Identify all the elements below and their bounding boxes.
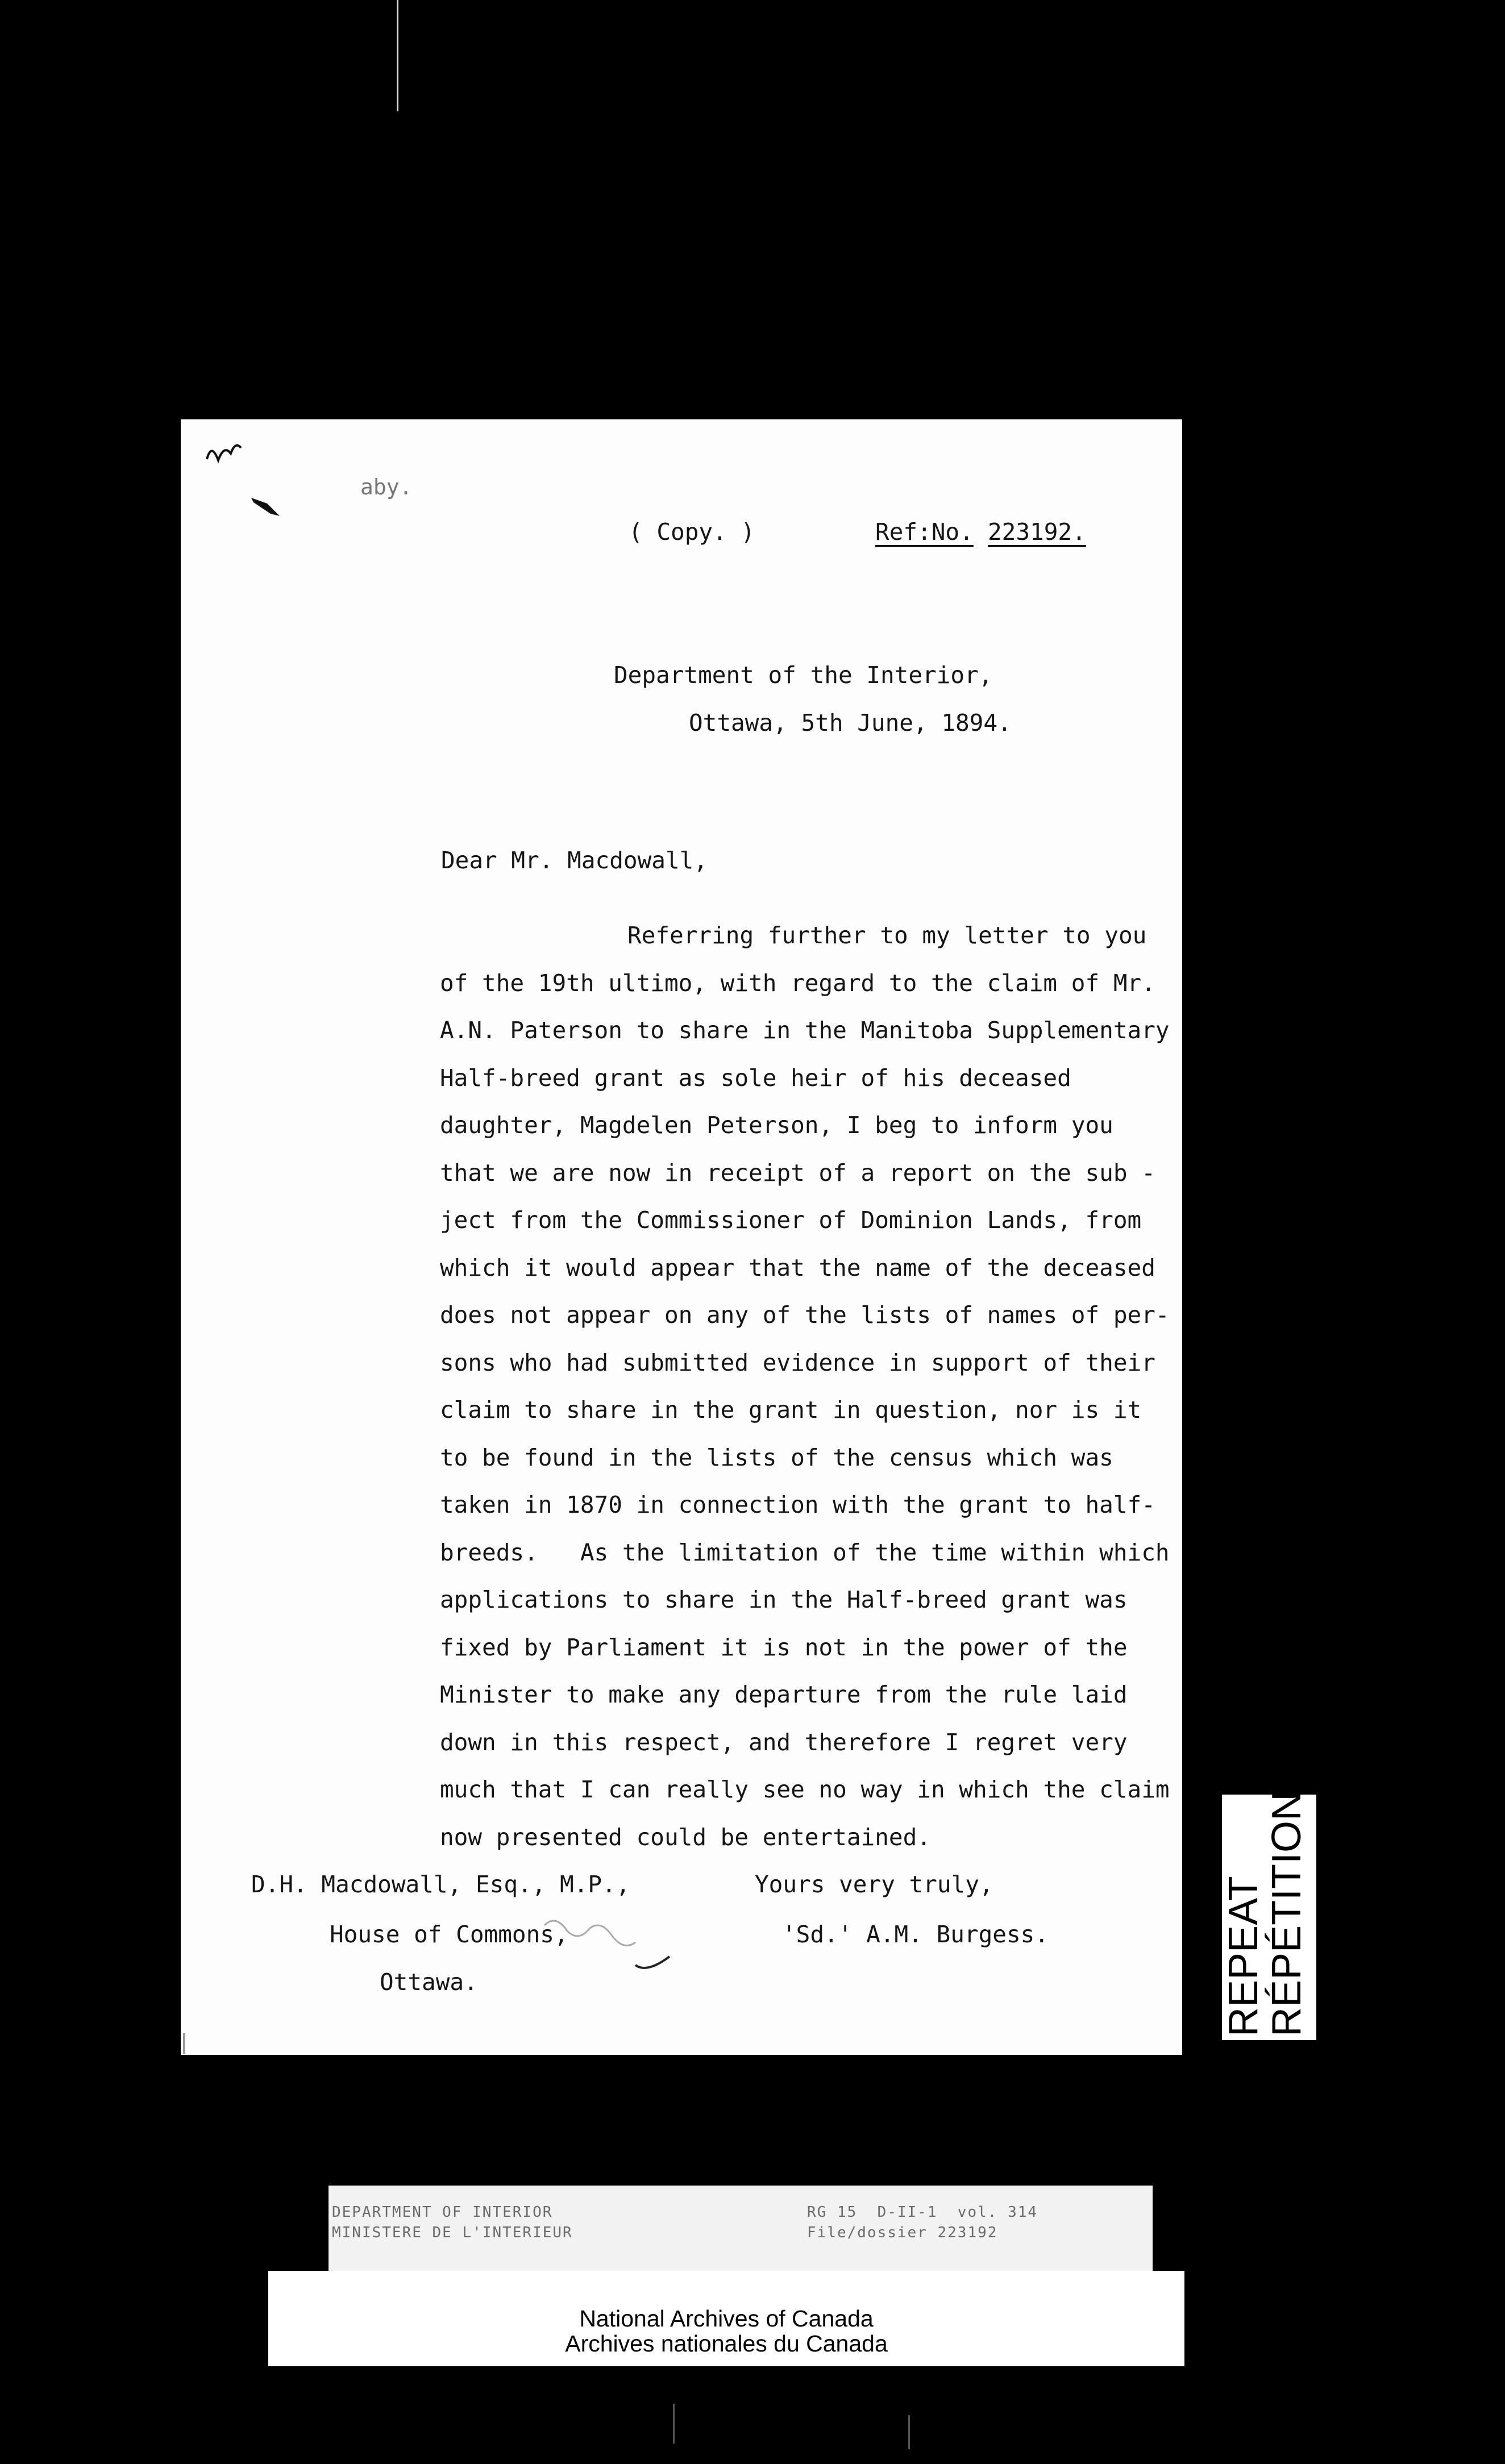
film-scratch-line [673,2404,675,2444]
repeat-stamp-french: RÉPÉTITION [1264,1791,1309,2037]
department-line: Department of the Interior, [614,661,993,689]
recipient-city: Ottawa. [380,1968,478,1996]
page-edge-mark [183,2033,185,2054]
repeat-stamp-english: REPEAT [1221,1876,1266,2037]
body-line: Minister to make any departure from the rule laid [440,1681,1128,1708]
body-line: breeds. As the limitation of the time within which [440,1539,1170,1566]
body-line: of the 19th ultimo, with regard to the claim of Mr. [440,969,1155,997]
letter-page [181,419,1182,2055]
archive-label-english: National Archives of Canada [579,2305,874,2332]
film-id-strip [329,2186,1153,2271]
pen-mark [248,492,288,521]
body-line: to be found in the lists of the census which was [440,1444,1113,1471]
ref-label: Ref:No. [875,518,974,546]
recipient-name: D.H. Macdowall, Esq., M.P., [251,1871,630,1898]
body-line: much that I can really see no way in which the claim [440,1776,1170,1803]
archive-label [268,2271,1184,2366]
body-line: daughter, Magdelen Peterson, I beg to inform you [440,1112,1113,1139]
body-line: applications to share in the Half-breed grant was [440,1586,1128,1613]
body-line: claim to share in the grant in question, nor is it [440,1396,1142,1424]
body-line: Half-breed grant as sole heir of his deceased [440,1064,1071,1092]
film-scratch-line [908,2415,910,2449]
body-line: that we are now in receipt of a report on the sub - [440,1159,1155,1187]
body-line: fixed by Parliament it is not in the power of the [440,1634,1128,1661]
ref-number: 223192. [988,518,1086,546]
repeat-stamp [1221,1791,1316,2040]
body-line: A.N. Paterson to share in the Manitoba Supplementary [440,1017,1170,1044]
film-strip-ref: RG 15 D-II-1 vol. 314 [807,2204,1038,2221]
film-strip-file: File/dossier 223192 [807,2224,998,2241]
body-line: now presented could be entertained. [440,1824,931,1851]
valediction: Yours very truly, [755,1871,993,1898]
body-line: taken in 1870 in connection with the grant to half- [440,1491,1155,1518]
archive-label-french: Archives nationales du Canada [565,2330,888,2357]
copy-mark: ( Copy. ) [629,518,755,546]
film-scratch-line [397,0,398,111]
body-line: does not appear on any of the lists of names of per- [440,1301,1170,1329]
film-strip-dept-fr: MINISTERE DE L'INTERIEUR [332,2224,573,2241]
body-line: down in this respect, and therefore I regret very [440,1729,1128,1756]
signature: 'Sd.' A.M. Burgess. [782,1921,1049,1948]
annotation-aby: aby. [360,475,413,500]
handwritten-scrawl [539,1897,687,1988]
place-date-line: Ottawa, 5th June, 1894. [689,709,1012,736]
film-strip-dept-en: DEPARTMENT OF INTERIOR [332,2204,553,2221]
body-line: which it would appear that the name of the deceased [440,1254,1155,1281]
body-line: Referring further to my letter to you [627,922,1147,949]
salutation: Dear Mr. Macdowall, [441,847,708,874]
recipient-house: House of Commons, [330,1921,568,1948]
body-line: sons who had submitted evidence in support of their [440,1349,1155,1376]
handwritten-mark [201,436,269,488]
body-line: ject from the Commissioner of Dominion Lands, from [440,1206,1142,1234]
